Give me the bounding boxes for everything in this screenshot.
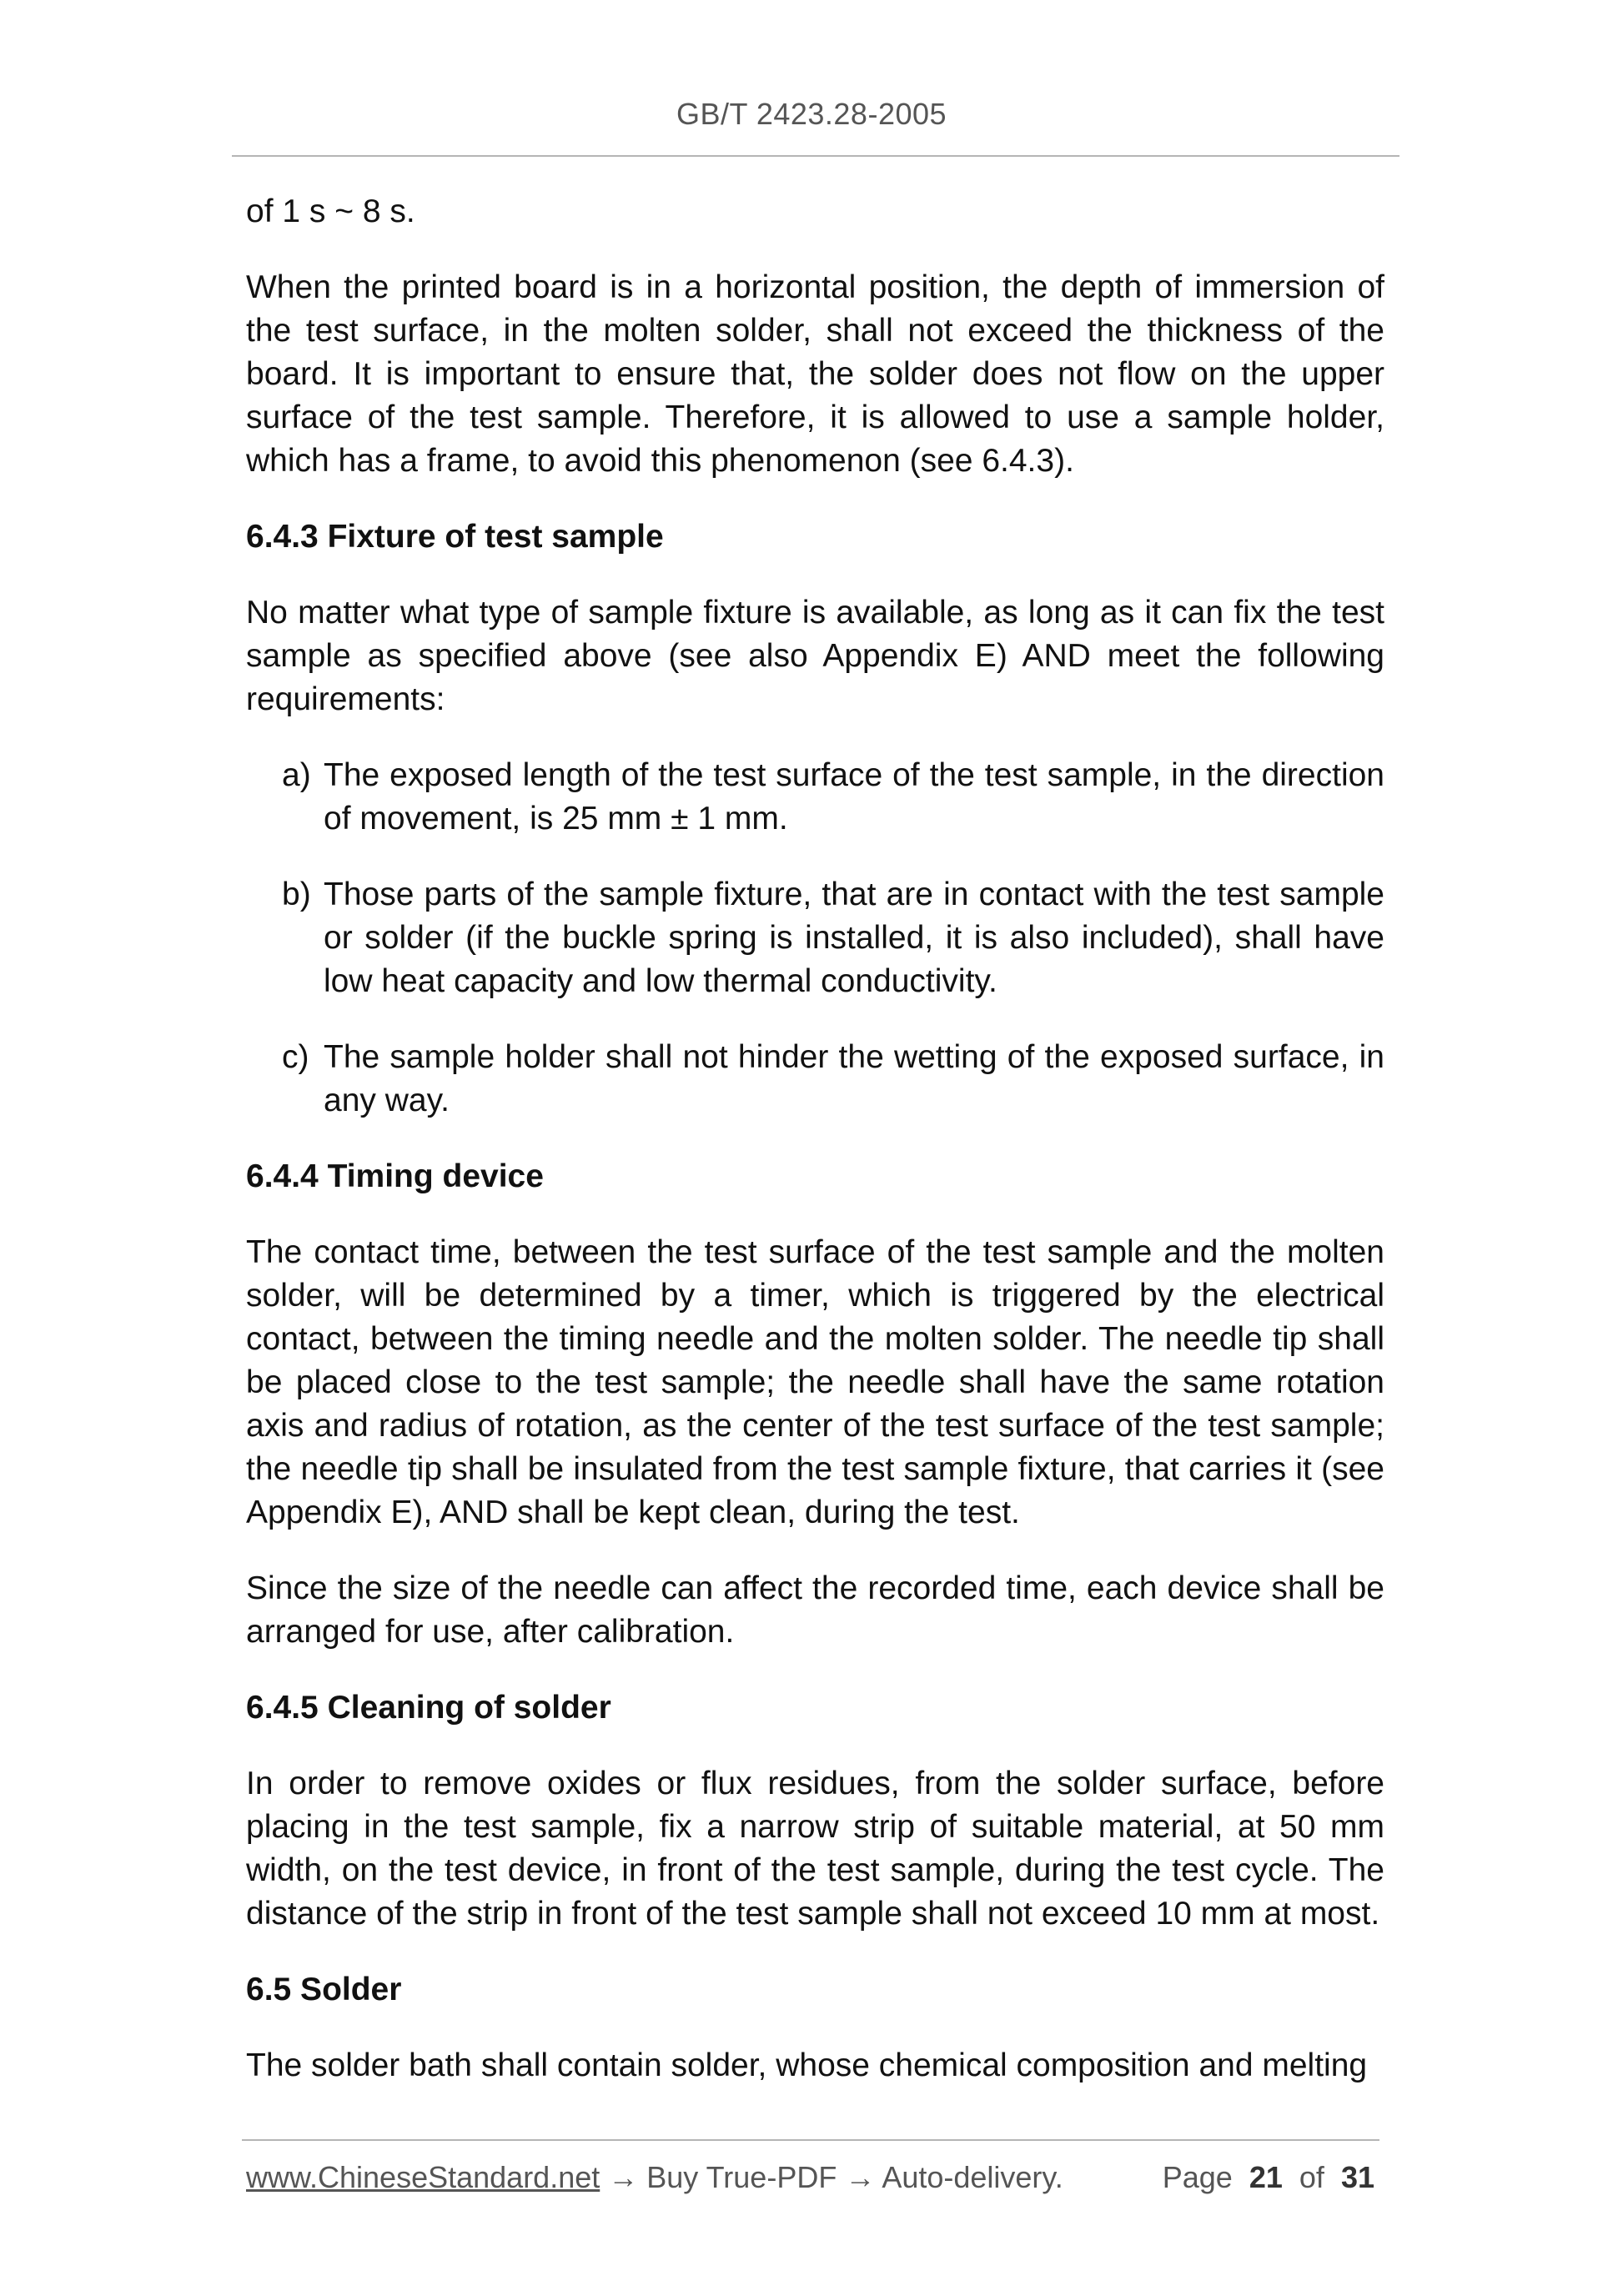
page-body <box>246 190 1384 2120</box>
page-indicator <box>1163 2160 1374 2195</box>
section-heading-6-5: 6.5 Solder <box>246 1972 402 2007</box>
total-pages: 31 <box>1340 2160 1374 2194</box>
footer-promo <box>246 2160 1063 2195</box>
continuation-text: of 1 s ~ 8 s. <box>246 193 415 229</box>
list-item-text: The exposed length of the test surface of the test sample, in the direction of movement, is 25 mm ± 1 mm. <box>324 757 1384 837</box>
paragraph-cleaning: In order to remove oxides or flux residues, from the solder surface, before placing in the test sample, fix a narrow strip of suitable material, at 50 mm width, on the test device, in front of the test sample, during the test cycle. The distance of the strip in front of the test sample shall not exceed 10 mm at most. <box>246 1766 1384 1932</box>
list-marker: c) <box>282 1039 309 1075</box>
footer-divider <box>242 2139 1379 2141</box>
list-item-text: Those parts of the sample fixture, that are in contact with the test sample or solder (if the buckle spring is installed, it is also included), shall have low heat capacity and low thermal conductivity. <box>324 877 1384 999</box>
footer-tagline: → Buy True-PDF → Auto-delivery. <box>600 2160 1063 2194</box>
list-marker: a) <box>282 757 311 793</box>
paragraph-solder: The solder bath shall contain solder, whose chemical composition and melting <box>246 2047 1368 2083</box>
list-item-text: The sample holder shall not hinder the wetting of the exposed surface, in any way. <box>324 1039 1384 1118</box>
list-item <box>246 1036 1384 1123</box>
list-item <box>246 754 1384 841</box>
website-link[interactable]: www.ChineseStandard.net <box>246 2160 600 2194</box>
list-item <box>246 873 1384 1003</box>
paragraph-fixture: No matter what type of sample fixture is available, as long as it can fix the test sample as specified above (see also Appendix E) AND meet the following requirements: <box>246 595 1384 717</box>
current-page-number: 21 <box>1249 2160 1283 2194</box>
document-header: GB/T 2423.28-2005 <box>676 97 947 131</box>
paragraph-timing: The contact time, between the test surface of the test sample and the molten solder, will be determined by a timer, which is triggered by the electrical contact, between the timing needle and the molten solder. The needle tip shall be placed close to the test sample; the needle shall have the same rotation axis and radius of rotation, as the center of the test surface of the test sample; the needle tip shall be insulated from the test sample fixture, that carries it (see Appendix E), AND shall be kept clean, during the test. <box>246 1234 1384 1530</box>
section-heading-6-4-3: 6.4.3 Fixture of test sample <box>246 519 664 555</box>
header-divider <box>232 155 1399 157</box>
list-marker: b) <box>282 877 311 912</box>
section-heading-6-4-4: 6.4.4 Timing device <box>246 1158 544 1194</box>
of-label: of <box>1299 2160 1324 2194</box>
paragraph-immersion: When the printed board is in a horizontal position, the depth of immersion of the test surface, in the molten solder, shall not exceed the thickness of the board. It is important to ensure that, the solder does not flow on the upper surface of the test sample. Therefore, it is allowed to use a sample holder, which has a frame, to avoid this phenomenon (see 6.4.3). <box>246 269 1384 479</box>
page-label: Page <box>1162 2160 1233 2194</box>
paragraph-needle: Since the size of the needle can affect the recorded time, each device shall be arranged for use, after calibration. <box>246 1570 1384 1650</box>
section-heading-6-4-5: 6.4.5 Cleaning of solder <box>246 1690 611 1726</box>
